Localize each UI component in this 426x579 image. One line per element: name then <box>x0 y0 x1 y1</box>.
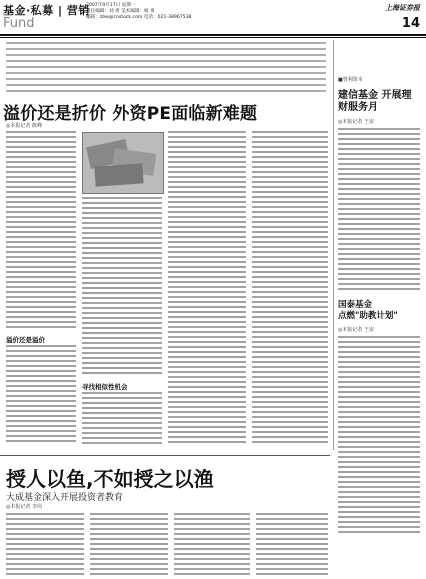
header-rule <box>0 34 426 36</box>
article1-subhead-b: 寻找相似性机会 <box>82 383 128 391</box>
article1-byline: ◎本报记者 陈峰 <box>6 123 42 129</box>
fund-headline: 点燃"助教计划" <box>338 311 398 321</box>
section-title: 基金·私募 | 营销 <box>3 4 90 17</box>
article1-col1 <box>6 131 76 331</box>
article1-col2b <box>82 392 162 445</box>
article1-subhead-a: 溢价还是溢价 <box>6 336 45 344</box>
article2-col1 <box>6 513 84 575</box>
article1-col1b <box>6 345 76 445</box>
editor-line: 责任编辑：刘 勇 美术编辑：杨 勇 <box>86 9 155 14</box>
article2-subhead: 大成基金深入开展投资者教育 <box>6 493 124 503</box>
article1-col3 <box>168 131 246 445</box>
header-rule-thin <box>0 37 426 38</box>
article2-col3 <box>174 513 250 575</box>
lead-text-block <box>6 42 326 92</box>
article1-col4 <box>252 131 328 445</box>
article1-col2 <box>82 197 162 377</box>
section-name: Fund <box>3 16 35 31</box>
sidebar-headline: 建信基金 开展理财服务月 <box>338 90 412 113</box>
article2-byline: ◎本报记者 李岗 <box>6 504 42 510</box>
column-divider <box>333 40 334 450</box>
fund-headline-group <box>338 300 420 322</box>
sidebar-label: ■曾利资本 <box>338 77 363 83</box>
contact-line: 邮箱：zbw@cnstock.com 电话：021-38967538 <box>86 15 192 20</box>
article2-col4 <box>256 513 328 575</box>
fund-byline: ◎本报记者 王安 <box>338 327 374 333</box>
article2-col2 <box>90 513 168 575</box>
sidebar-byline: ◎本报记者 王安 <box>338 119 374 125</box>
page-number: 14 <box>401 16 420 31</box>
fund-label: 国泰基金 <box>338 300 373 310</box>
article2-headline: 授人以鱼,不如授之以渔 <box>6 467 214 491</box>
section-bar <box>0 16 426 34</box>
article1-headline: 溢价还是折价 外资PE面临新难题 <box>3 104 258 124</box>
sidebar-text <box>338 128 420 293</box>
newspaper-brand: 上海证券报 <box>385 4 420 12</box>
date-line: 2007年9月17日 星期一 <box>86 3 136 8</box>
article2-rule <box>0 455 330 456</box>
fund-text <box>338 336 420 536</box>
money-photo-icon <box>83 133 163 193</box>
article1-photo <box>82 132 164 194</box>
